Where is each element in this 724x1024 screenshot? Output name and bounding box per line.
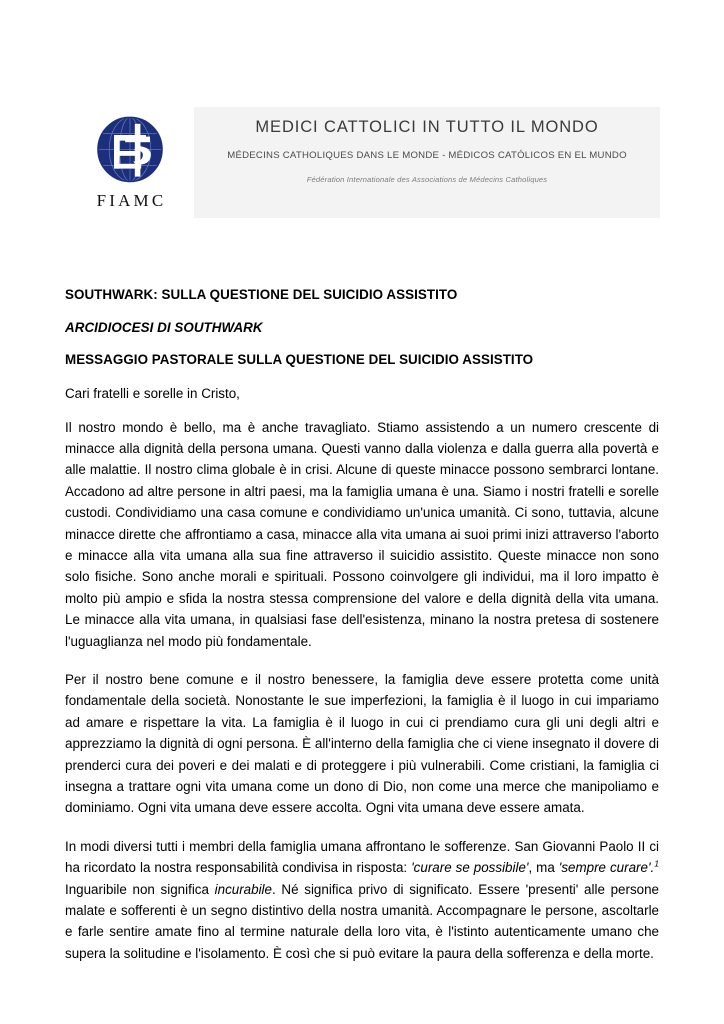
document-body	[65, 286, 659, 964]
fiamc-globe-cross-icon	[90, 111, 170, 191]
paragraph-3-segment-1: In modi diversi tutti i membri della famiglia umana affrontano le sofferenze. San Giovanni Paolo II ci ha ricordato la nostra responsabilità condivisa in risposta:	[65, 838, 659, 876]
salutation: Cari fratelli e sorelle in Cristo,	[65, 386, 240, 402]
letterhead-banner	[66, 107, 660, 218]
fiamc-wordmark: FIAMC	[96, 191, 167, 210]
document-heading-pastoral-message: MESSAGGIO PASTORALE SULLA QUESTIONE DEL SUICIDIO ASSISTITO	[65, 352, 534, 368]
document-subtitle: ARCIDIOCESI DI SOUTHWARK	[65, 319, 263, 335]
footnote-marker: 1	[654, 858, 660, 869]
paragraph-2: Per il nostro bene comune e il nostro benessere, la famiglia deve essere protetta come unità fondamentale della società. Nonostante le sue imperfezioni, la famiglia è il luogo in cui impariamo ad amare e rispettare la vita. La famiglia è il luogo in cui ci prendiamo cura gli uni degli altri e apprezziamo la dignità di ogni persona. È all'interno della famiglia che ci viene insegnato il dovere di prenderci cura dei poveri e dei malati e di proteggere i più vulnerabili. Come cristiani, la famiglia ci insegna a trattare ogni vita umana come un dono di Dio, non come una merce che manipoliamo e dominiamo. Ogni vita umana deve essere accolta. Ogni vita umana deve essere amata.	[65, 671, 659, 816]
paragraph-3	[65, 836, 659, 964]
letterhead-title-italian: MEDICI CATTOLICI IN TUTTO IL MONDO	[255, 118, 599, 136]
letterhead-text-block	[194, 107, 660, 218]
paragraph-3-segment-4: . Né significa privo di significato. Essere 'presenti' alle persone malate e sofferenti è un segno distintivo della nostra umanità. Accompagnare le persone, ascoltarle e farle sentire amate fino al termine naturale della loro vita, è l'istinto autenticamente umano che supera la solitudine e l'isolamento. È così che si può evitare la paura della sofferenza e della morte.	[65, 881, 659, 961]
quote-sempre-curare: 'sempre curare'.	[558, 860, 655, 876]
letterhead-logo-block	[66, 107, 194, 218]
paragraph-3-segment-3: Inguaribile non significa	[65, 881, 215, 897]
letterhead-subtitle-french-spanish: MÉDECINS CATHOLIQUES DANS LE MONDE - MÉDICOS CATÓLICOS EN EL MUNDO	[227, 150, 627, 161]
emphasis-incurabile: incurabile	[214, 881, 272, 897]
paragraph-3-segment-2: , ma	[528, 860, 559, 876]
page-title: SOUTHWARK: SULLA QUESTIONE DEL SUICIDIO ASSISTITO	[65, 287, 458, 302]
quote-curare-se-possibile: 'curare se possibile'	[411, 860, 529, 876]
letterhead-federation-name: Fédération Internationale des Associations de Médecins Catholiques	[306, 175, 548, 184]
paragraph-1: Il nostro mondo è bello, ma è anche travagliato. Stiamo assistendo a un numero crescente di minacce alla dignità della persona umana. Questi vanno dalla violenza e dalla guerra alla povertà e alle malattie. Il nostro clima globale è in crisi. Alcune di queste minacce possono sembrarci lontane. Accadono ad altre persone in altri paesi, ma la famiglia umana è una. Siamo i nostri fratelli e sorelle custodi. Condividiamo una casa comune e condividiamo un'unica umanità. Ci sono, tuttavia, alcune minacce dirette che affrontiamo a casa, minacce alla vita umana ai suoi primi inizi attraverso l'aborto e minacce alla vita umana alla sua fine attraverso il suicidio assistito. Queste minacce non sono solo fisiche. Sono anche morali e spirituali. Possono coinvolgere gli individui, ma il loro impatto è molto più ampio e sfida la nostra stessa comprensione del valore e della dignità della vita umana. Le minacce alla vita umana, in qualsiasi fase dell'esistenza, minano la nostra pretesa di sostenere l'uguaglianza nel modo più fondamentale.	[65, 419, 659, 649]
